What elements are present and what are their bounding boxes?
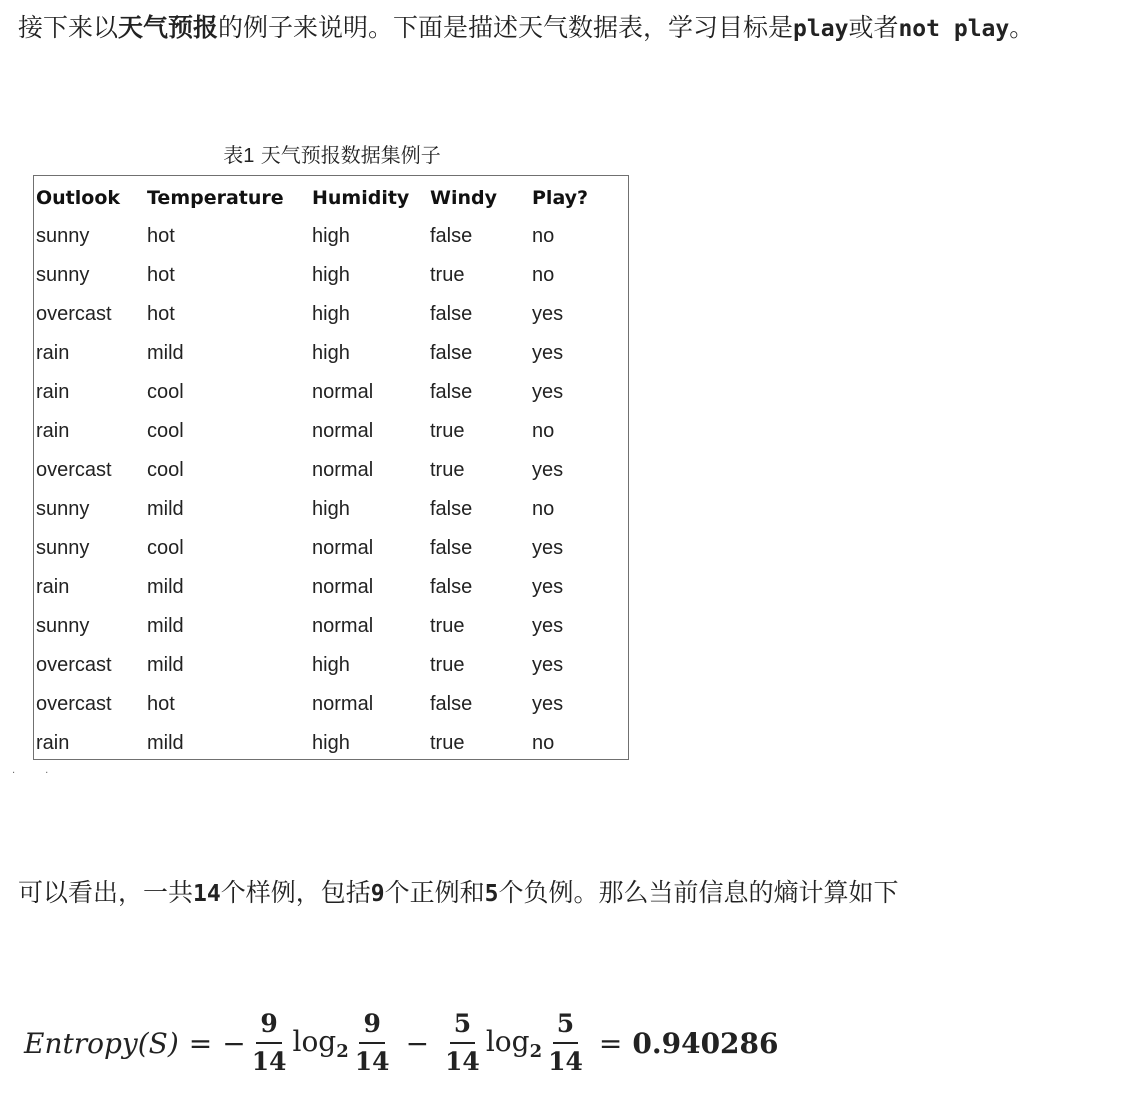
cell-temperature: cool (147, 381, 184, 403)
cell-humidity: normal (312, 537, 374, 559)
summary-count-total: 14 (193, 881, 221, 907)
intro-text-3: 或者 (848, 13, 899, 42)
cell-humidity: high (312, 264, 350, 286)
cell-outlook: rain (36, 420, 70, 442)
cell-play: no (532, 225, 555, 247)
intro-code-play: play (793, 16, 849, 42)
cell-temperature: mild (147, 576, 184, 598)
cell-windy: false (430, 498, 473, 520)
cell-humidity: normal (312, 420, 374, 442)
table-row (34, 724, 628, 763)
cell-temperature: cool (147, 420, 184, 442)
cell-play: no (532, 498, 555, 520)
cell-play: yes (532, 459, 564, 481)
cell-windy: true (430, 459, 465, 481)
fraction-4-denominator: 14 (548, 1047, 583, 1076)
cell-outlook: sunny (36, 615, 90, 637)
intro-text-2: 的例子来说明。下面是描述天气数据表，学习目标是 (218, 13, 794, 42)
summary-count-positive: 9 (370, 881, 385, 907)
decorative-dots: ·· (12, 768, 79, 779)
summary-text-3: 个正例和 (384, 878, 485, 907)
table-row (34, 256, 628, 295)
cell-humidity: normal (312, 576, 374, 598)
cell-windy: false (430, 342, 473, 364)
header-play: Play? (532, 186, 589, 209)
cell-outlook: overcast (36, 303, 112, 325)
weather-table (34, 178, 628, 763)
cell-outlook: rain (36, 342, 70, 364)
cell-windy: false (430, 225, 473, 247)
cell-outlook: sunny (36, 264, 90, 286)
fraction-3-denominator: 14 (445, 1047, 480, 1076)
header-humidity: Humidity (312, 186, 410, 209)
cell-outlook: rain (36, 576, 70, 598)
cell-windy: false (430, 576, 473, 598)
fraction-2-numerator: 9 (359, 1009, 384, 1044)
log-1-base: 2 (336, 1040, 349, 1062)
cell-temperature: hot (147, 303, 175, 325)
caption-text: 天气预报数据集例子 (254, 143, 441, 167)
cell-windy: true (430, 654, 465, 676)
formula-arg: (S) (137, 1026, 179, 1060)
table-row (34, 412, 628, 451)
cell-humidity: normal (312, 459, 374, 481)
formula-lhs: Entropy (24, 1026, 138, 1060)
fraction-4-numerator: 5 (553, 1009, 578, 1044)
header-outlook: Outlook (36, 186, 121, 209)
entropy-formula (24, 1003, 779, 1083)
cell-play: no (532, 420, 555, 442)
fraction-2-denominator: 14 (354, 1047, 390, 1076)
formula-equals-2: = (598, 1026, 623, 1060)
cell-outlook: sunny (36, 498, 90, 520)
cell-play: yes (532, 381, 564, 403)
table-row (34, 685, 628, 724)
cell-temperature: mild (147, 342, 184, 364)
cell-windy: false (430, 381, 473, 403)
fraction-1 (252, 1009, 287, 1077)
table-row (34, 334, 628, 373)
formula-result: 0.940286 (632, 1026, 779, 1060)
cell-windy: true (430, 264, 465, 286)
intro-text-1: 接下来以 (18, 13, 119, 42)
cell-outlook: sunny (36, 225, 90, 247)
cell-humidity: normal (312, 381, 374, 403)
cell-humidity: normal (312, 693, 374, 715)
table-header-row (34, 178, 628, 217)
cell-outlook: overcast (36, 459, 112, 481)
table-row (34, 568, 628, 607)
formula-minus: − (405, 1026, 430, 1060)
cell-outlook: overcast (36, 693, 112, 715)
fraction-2 (355, 1009, 390, 1077)
summary-text-1: 可以看出，一共 (18, 878, 194, 907)
intro-text-4: 。 (1009, 13, 1035, 42)
table-row (34, 295, 628, 334)
summary-text-2: 个样例，包括 (220, 878, 371, 907)
cell-windy: false (430, 537, 473, 559)
table-caption (33, 140, 631, 171)
cell-play: yes (532, 693, 564, 715)
weather-table-frame (33, 175, 629, 760)
log-term-1 (292, 1025, 348, 1062)
fraction-3 (445, 1009, 480, 1077)
cell-humidity: high (312, 225, 350, 247)
table-row (34, 646, 628, 685)
cell-windy: false (430, 303, 473, 325)
fraction-3-numerator: 5 (450, 1009, 475, 1044)
intro-code-not-play: not play (898, 16, 1010, 42)
cell-temperature: hot (147, 225, 175, 247)
cell-temperature: mild (147, 732, 184, 754)
header-temperature: Temperature (147, 186, 284, 209)
log-1-label: log (292, 1024, 337, 1058)
summary-count-negative: 5 (484, 881, 499, 907)
cell-play: yes (532, 576, 564, 598)
cell-windy: false (430, 693, 473, 715)
formula-negative-sign: − (222, 1026, 246, 1060)
cell-play: yes (532, 654, 564, 676)
cell-outlook: overcast (36, 654, 112, 676)
intro-paragraph (18, 10, 1138, 47)
table-row (34, 529, 628, 568)
summary-paragraph (18, 875, 898, 912)
cell-windy: true (430, 615, 465, 637)
cell-play: no (532, 732, 555, 754)
cell-outlook: rain (36, 732, 70, 754)
cell-humidity: normal (312, 615, 374, 637)
cell-outlook: rain (36, 381, 70, 403)
formula-equals: = (188, 1026, 213, 1060)
cell-humidity: high (312, 732, 350, 754)
table-row (34, 490, 628, 529)
cell-temperature: mild (147, 654, 184, 676)
fraction-1-numerator: 9 (256, 1009, 281, 1044)
cell-temperature: cool (147, 459, 184, 481)
cell-play: no (532, 264, 555, 286)
cell-temperature: mild (147, 615, 184, 637)
cell-windy: true (430, 420, 465, 442)
cell-windy: true (430, 732, 465, 754)
table-row (34, 217, 628, 256)
fraction-4 (548, 1009, 583, 1077)
cell-temperature: hot (147, 693, 175, 715)
log-2-label: log (485, 1024, 530, 1058)
summary-text-4: 个负例。那么当前信息的熵计算如下 (498, 878, 899, 907)
cell-outlook: sunny (36, 537, 90, 559)
cell-play: yes (532, 615, 564, 637)
cell-humidity: high (312, 654, 350, 676)
intro-bold-topic: 天气预报 (118, 13, 219, 42)
header-windy: Windy (430, 186, 497, 209)
caption-number: 1 (243, 145, 255, 167)
cell-temperature: cool (147, 537, 184, 559)
cell-humidity: high (312, 303, 350, 325)
log-term-2 (486, 1025, 542, 1062)
caption-prefix: 表 (223, 143, 244, 167)
table-row (34, 373, 628, 412)
table-body (34, 217, 628, 763)
cell-temperature: hot (147, 264, 175, 286)
cell-temperature: mild (147, 498, 184, 520)
log-2-base: 2 (529, 1040, 543, 1062)
cell-humidity: high (312, 342, 350, 364)
table-row (34, 607, 628, 646)
table-row (34, 451, 628, 490)
cell-play: yes (532, 342, 564, 364)
cell-play: yes (532, 537, 564, 559)
fraction-1-denominator: 14 (251, 1047, 287, 1076)
cell-humidity: high (312, 498, 350, 520)
cell-play: yes (532, 303, 564, 325)
